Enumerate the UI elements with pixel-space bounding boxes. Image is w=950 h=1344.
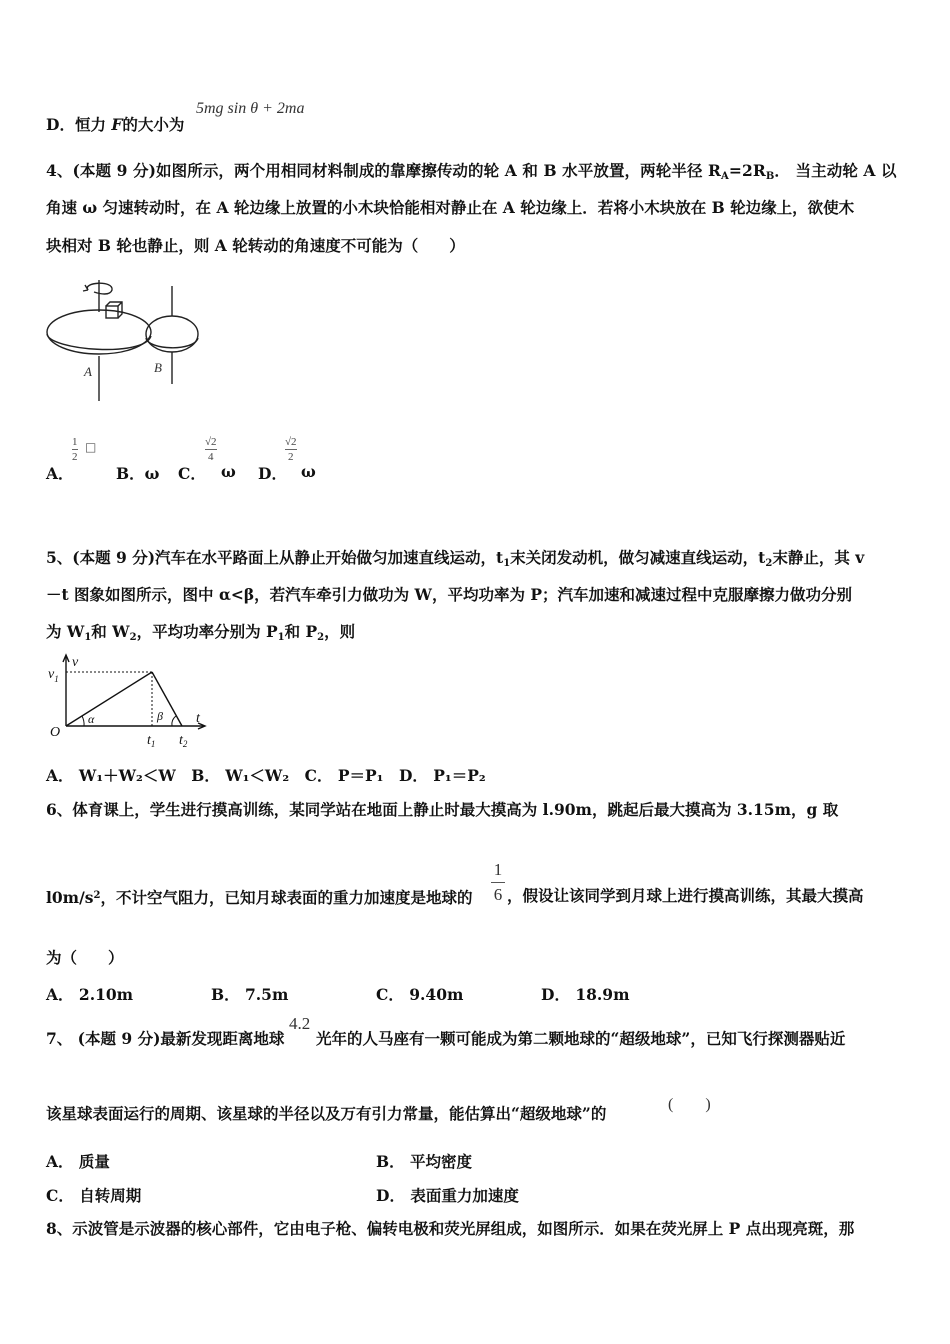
beta-label: β bbox=[157, 709, 163, 723]
t2-label: $t_2$ bbox=[179, 733, 188, 748]
q7-line-1-end: 光年的人马座有一颗可能成为第二颗地球的“超级地球”，已知飞行探测器贴近 bbox=[316, 1029, 846, 1048]
q5-vt-graph bbox=[44, 652, 214, 748]
beta-arc bbox=[172, 716, 176, 726]
q3-option-d-text: D．恒力 bbox=[46, 115, 106, 134]
q7-paren: ( ) bbox=[668, 1096, 711, 1113]
q4-line-2: 角速 ω 匀速转动时，在 A 轮边缘上放置的小木块恰能相对静止在 A 轮边缘上．若将小木块放在 B 轮边缘上，欲使木 bbox=[46, 198, 855, 217]
q6-line-2: $l0m/s^2$，不计空气阻力，已知月球表面的重力加速度是地球的 bbox=[46, 888, 473, 907]
q4-option-c: C． bbox=[178, 464, 206, 483]
t1-label: $t_1$ bbox=[147, 733, 156, 748]
q7-line-1-start: 7、 (本题 9 分)最新发现距离地球 bbox=[46, 1029, 285, 1048]
wood-block bbox=[106, 306, 118, 318]
q5-line-3: 为 $W_1$和 $W_2$，平均功率分别为 $P_1$和 $P_2$，则 bbox=[46, 622, 356, 643]
origin-label: O bbox=[50, 725, 61, 740]
q6-line-3: 为（ ） bbox=[46, 948, 124, 967]
q5-line-2: －t 图象如图所示，图中 α<β，若汽车牵引力做功为 W，平均功率为 P；汽车加速和减速过程中克服摩擦力做功分别 bbox=[46, 585, 853, 604]
q4-option-a-fraction: 1 2 bbox=[72, 436, 78, 463]
q4-option-d-symbol: ω bbox=[301, 462, 316, 481]
q7-option-a: A． 质量 bbox=[46, 1152, 110, 1171]
q4-option-a: A． bbox=[46, 464, 74, 483]
q5-line-1: 5、(本题 9 分)汽车在水平路面上从静止开始做匀加速直线运动，$t_1$末关闭发动机，做匀减速直线运动，$t_2$末静止，其 v bbox=[46, 548, 865, 569]
q6-option-c: C． 9.40m bbox=[376, 985, 464, 1004]
q7-number: 4.2 bbox=[289, 1014, 311, 1033]
wheel-a bbox=[47, 310, 151, 354]
q5-options: A． W₁＋W₂＜W B． W₁＜W₂ C． P＝P₁ D． P₁＝P₂ bbox=[46, 766, 486, 785]
wheel-b-label: B bbox=[154, 360, 162, 375]
q3-formula: 5mg sin θ + 2ma bbox=[196, 100, 305, 117]
q4-option-b: B．ω bbox=[116, 464, 160, 483]
q7-option-c: C． 自转周期 bbox=[46, 1186, 142, 1205]
q6-option-b: B． 7.5m bbox=[211, 985, 289, 1004]
q4-option-c-symbol: ω bbox=[221, 462, 236, 481]
v-label: v bbox=[72, 655, 79, 670]
q6-option-a: A． 2.10m bbox=[46, 985, 134, 1004]
t-label: t bbox=[196, 711, 200, 726]
q7-line-2: 该星球表面运行的周期、该星球的半径以及万有引力常量，能估算出“超级地球”的 bbox=[46, 1104, 607, 1123]
q7-option-b: B． 平均密度 bbox=[376, 1152, 472, 1171]
q6-line-1: 6、体育课上，学生进行摸高训练，某同学站在地面上静止时最大摸高为 l.90m，跳起后最大摸高为 3.15m，g 取 bbox=[46, 800, 839, 819]
q6-line-2-end: ，假设让该同学到月球上进行摸高训练，其最大摸高 bbox=[507, 886, 864, 905]
v1-label: $v_1$ bbox=[48, 667, 59, 684]
q6-fraction: 1 6 bbox=[491, 860, 505, 905]
q3-option-d bbox=[46, 114, 184, 136]
q4-wheels-figure bbox=[44, 276, 214, 408]
q6-option-d: D． 18.9m bbox=[541, 985, 630, 1004]
q3-var-f: F bbox=[111, 115, 123, 134]
q4-line-3: 块相对 B 轮也静止，则 A 轮转动的角速度不可能为（ ） bbox=[46, 236, 465, 255]
q3-option-d-mid: 的大小为 bbox=[122, 115, 185, 134]
q4-option-c-fraction: √2 4 bbox=[205, 436, 217, 463]
alpha-arc bbox=[82, 716, 84, 726]
alpha-label: α bbox=[88, 712, 95, 726]
q4-option-d: D． bbox=[258, 464, 287, 483]
q7-option-d: D． 表面重力加速度 bbox=[376, 1186, 519, 1205]
q4-option-a-symbol: □ bbox=[85, 440, 97, 454]
wheel-a-label: A bbox=[84, 364, 92, 379]
accel-line bbox=[66, 672, 152, 726]
q4-option-d-fraction: √2 2 bbox=[285, 436, 297, 463]
q4-line-1: 4、(本题 9 分)如图所示，两个用相同材料制成的靠摩擦传动的轮 A 和 B 水平放置，两轮半径 $R_A=2R_B$． 当主动轮 A 以 bbox=[46, 161, 897, 182]
wheel-b bbox=[146, 316, 198, 352]
q8-line-1: 8、示波管是示波器的核心部件，它由电子枪、偏转电极和荧光屏组成，如图所示．如果在荧光屏上 P 点出现亮斑，那 bbox=[46, 1219, 855, 1238]
